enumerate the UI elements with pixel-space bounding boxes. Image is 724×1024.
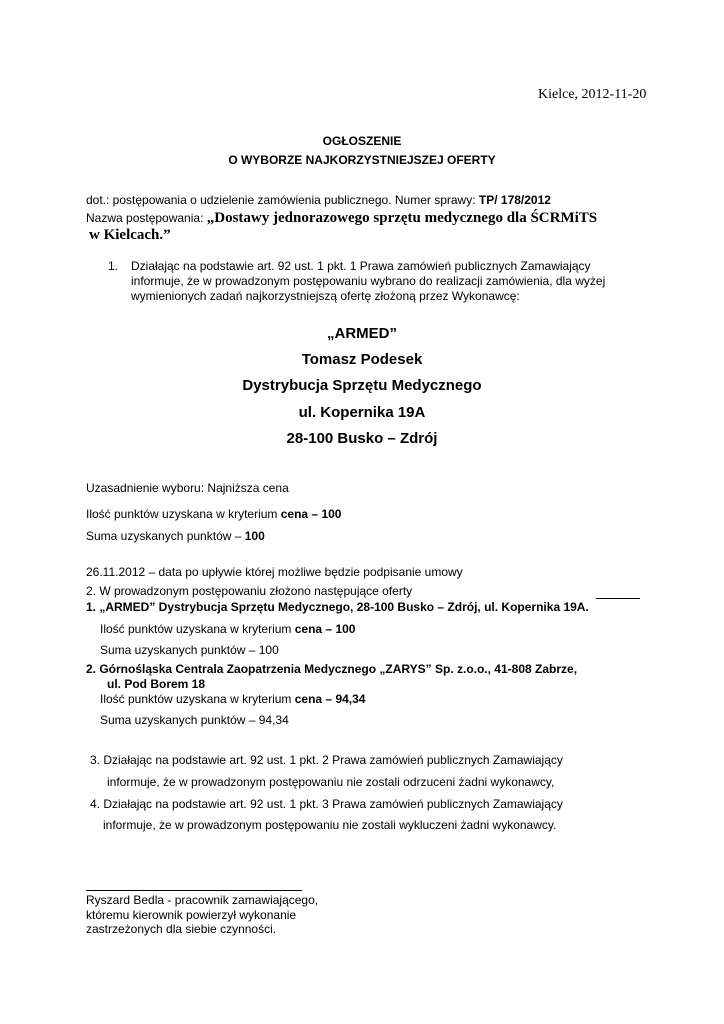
offer-1-title: 1. „ARMED” Dystrybucja Sprzętu Medycznego, 28-100 Busko – Zdrój, ul. Kopernika 19A.	[86, 600, 589, 614]
winner-city: 28-100 Busko – Zdrój	[286, 430, 438, 447]
justification-points-text: Ilość punktów uzyskana w kryterium	[86, 507, 281, 521]
justification-points-criterion: cena – 100	[280, 507, 342, 521]
section-3-line-2: informuje, że w prowadzonym postępowaniu nie zostali odrzuceni żadni wykonawcy,	[107, 775, 555, 789]
offer-2-title-line-2: ul. Pod Borem 18	[107, 677, 206, 691]
section-4-line-2: informuje, że w prowadzonym postępowaniu nie zostali wykluczeni żadni wykonawcy.	[103, 818, 557, 832]
offer-1-sum: Suma uzyskanych punktów – 100	[100, 643, 279, 657]
section-2-intro: 2. W prowadzonym postępowaniu złożono następujące oferty	[86, 584, 413, 598]
section-4-line-1: 4. Działając na podstawie art. 92 ust. 1 pkt. 3 Prawa zamówień publicznych Zamawiający	[90, 797, 563, 811]
case-reference	[86, 193, 551, 207]
offer-2-sum: Suma uzyskanych punktów – 94,34	[100, 713, 289, 727]
signature-line	[86, 890, 302, 891]
footer-line-3: zastrzeżonych dla siebie czynności.	[86, 922, 277, 936]
winner-person: Tomasz Podesek	[301, 351, 423, 368]
signing-date: 26.11.2012 – data po upływie której możliwe będzie podpisanie umowy	[86, 565, 463, 579]
justification-sum-text: Suma uzyskanych punktów –	[86, 529, 245, 543]
winner-company: Dystrybucja Sprzętu Medycznego	[242, 377, 482, 394]
section-1-line-3: wymienionych zadań najkorzystniejszą ofertę złożoną przez Wykonawcę:	[131, 289, 520, 303]
winner-name: „ARMED”	[327, 325, 397, 342]
footer-line-2: któremu kierownik powierzył wykonanie	[86, 908, 297, 922]
offer-1-points	[100, 622, 355, 636]
divider-short-line	[596, 598, 640, 599]
section-3-line-1: 3. Działając na podstawie art. 92 ust. 1 pkt. 2 Prawa zamówień publicznych Zamawiający	[90, 753, 563, 767]
title-line-2: O WYBORZE NAJKORZYSTNIEJSZEJ OFERTY	[228, 153, 496, 167]
case-number: TP/ 178/2012	[478, 193, 551, 207]
procedure-name-value-1: „Dostawy jednorazowego sprzętu medycznego dla ŚCRMiTS	[206, 210, 598, 226]
justification-points	[86, 507, 341, 521]
winner-street: ul. Kopernika 19A	[298, 404, 426, 421]
offer-2-title-line-1: 2. Górnośląska Centrala Zaopatrzenia Medycznego „ZARYS” Sp. z.o.o., 41-808 Zabrze,	[86, 662, 578, 676]
justification-sum	[86, 529, 265, 543]
title-line-1: OGŁOSZENIE	[322, 134, 402, 148]
offer-1-points-text: Ilość punktów uzyskana w kryterium	[100, 622, 295, 636]
section-1-line-1: Działając na podstawie art. 92 ust. 1 pkt. 1 Prawa zamówień publicznych Zamawiający	[131, 259, 591, 273]
offer-2-points	[100, 692, 365, 706]
justification-sum-value: 100	[244, 529, 265, 543]
offer-2-points-criterion: cena – 94,34	[294, 692, 366, 706]
footer-line-1: Ryszard Bedla - pracownik zamawiającego,	[86, 893, 319, 907]
justification-text: Uzasadnienie wyboru: Najniższa cena	[86, 481, 289, 495]
section-1-line-2: informuje, że w prowadzonym postępowaniu wybrano do realizacji zamówienia, dla wyżej	[131, 274, 606, 288]
procedure-name	[86, 209, 597, 227]
offer-1-points-criterion: cena – 100	[294, 622, 356, 636]
section-1-number: 1.	[108, 259, 119, 273]
offer-2-points-text: Ilość punktów uzyskana w kryterium	[100, 692, 295, 706]
procedure-name-label: Nazwa postępowania:	[86, 211, 207, 225]
case-reference-text: dot.: postępowania o udzielenie zamówienia publicznego. Numer sprawy:	[86, 193, 479, 207]
place-date: Kielce, 2012-11-20	[538, 87, 647, 102]
procedure-name-value-2: w Kielcach.”	[89, 227, 171, 243]
